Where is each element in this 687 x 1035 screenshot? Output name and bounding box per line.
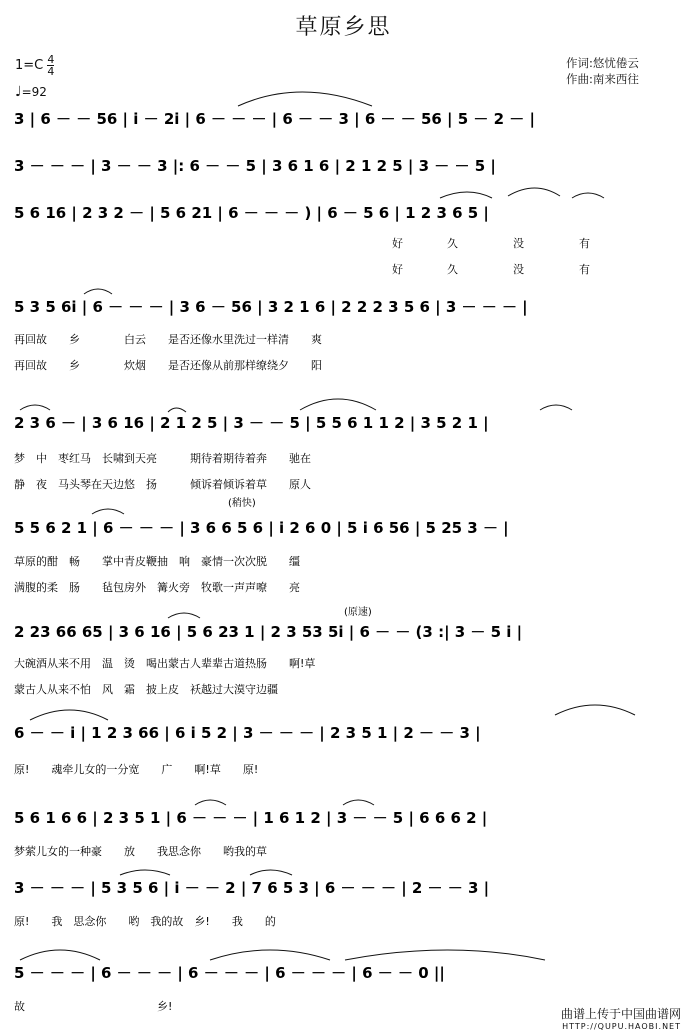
- tempo-value: =92: [21, 85, 47, 99]
- lyric-line: 好 久 没 有: [392, 237, 590, 250]
- lyric-line: 大碗酒从来不用 温 烫 喝出蒙古人辈辈古道热肠 啊!草: [14, 657, 316, 670]
- slur: [30, 710, 108, 720]
- notation-line: 5 6 1 6 6 | 2 3 5 1 | 6 － － － | 1 6 1 2 | 3 － － 5 | 6 6 6 2 |: [14, 809, 488, 827]
- slur: [540, 405, 572, 410]
- slur: [440, 192, 492, 198]
- slur: [195, 800, 226, 805]
- lyric-line: 梦 中 枣红马 长啸到天亮 期待着期待着奔 驰在: [14, 452, 311, 465]
- slur: [238, 92, 372, 106]
- time-signature-bottom: 4: [47, 65, 55, 78]
- composer-credit: 作曲:南来西往: [566, 72, 639, 86]
- slur: [168, 408, 186, 412]
- slur: [508, 188, 560, 196]
- footer-url: HTTP://QUPU.HAOBI.NET: [562, 1022, 681, 1031]
- lyric-line: 故 乡!: [14, 1000, 173, 1013]
- slur: [345, 950, 545, 960]
- slur: [120, 870, 170, 875]
- slur: [20, 950, 100, 960]
- lyric-line: 梦萦儿女的一种豪 放 我思念你 哟我的草: [14, 845, 267, 858]
- slur: [343, 800, 374, 805]
- slur: [555, 705, 635, 715]
- notation-line: 3 － － － | 5 3 5 6 | i － － 2 | 7 6 5 3 | 6 － － － | 2 － － 3 |: [14, 879, 490, 897]
- slur: [250, 870, 292, 875]
- lyric-line: 原! 我 思念你 哟 我的故 乡! 我 的: [14, 915, 276, 928]
- notation-line: 3 － － － | 3 － － 3 |: 6 － － 5 | 3 6 1 6 | 2 1 2 5 | 3 － － 5 |: [14, 157, 496, 175]
- notation-line: 5 3 5 6i | 6 － － － | 3 6 － 56 | 3 2 1 6 | 2 2 2 3 5 6 | 3 － － － |: [14, 298, 528, 316]
- slur: [92, 509, 124, 514]
- notation-line: 2 23 66 65 | 3 6 16 | 5 6 23 1 | 2 3 53 5i | 6 － － (3 :| 3 － 5 i |: [14, 623, 523, 641]
- lyric-line: 满腹的柔 肠 毡包房外 篝火旁 牧歌一声声嘹 亮: [14, 581, 300, 594]
- faster-mark: (稍快): [228, 498, 256, 509]
- quarter-note-icon: ♩: [15, 84, 22, 100]
- notation-line: 5 6 16 | 2 3 2 － | 5 6 21 | 6 － － － ) | 6 － 5 6 | 1 2 3 6 5 |: [14, 204, 489, 222]
- time-signature-top: 4: [47, 53, 55, 66]
- notation-line: 3 | 6 － － 56 | i － 2i | 6 － － － | 6 － － 3 | 6 － － 56 | 5 － 2 － |: [14, 110, 535, 128]
- lyric-line: 蒙古人从来不怕 风 霜 披上皮 袄越过大漠守边疆: [14, 683, 278, 696]
- original-speed-mark: (原速): [344, 607, 372, 618]
- lyric-line: 再回故 乡 白云 是否还像水里洗过一样清 爽: [14, 333, 322, 346]
- slur: [300, 399, 376, 410]
- lyric-line: 静 夜 马头琴在天边悠 扬 倾诉着倾诉着草 原人: [14, 478, 311, 491]
- lyricist-credit: 作词:悠忧倦云: [566, 56, 639, 70]
- slur: [84, 289, 112, 294]
- notation-line: 5 － － － | 6 － － － | 6 － － － | 6 － － － | 6 － － 0 ||: [14, 964, 445, 982]
- lyric-line: 再回故 乡 炊烟 是否还像从前那样缭绕夕 阳: [14, 359, 322, 372]
- notation-line: 5 5 6 2 1 | 6 － － － | 3 6 6 5 6 | i 2 6 0 | 5 i 6 56 | 5 25 3 － |: [14, 519, 509, 537]
- lyric-line: 原! 魂牵儿女的一分宽 广 啊!草 原!: [14, 763, 259, 776]
- lyric-line: 好 久 没 有: [392, 263, 590, 276]
- slur: [20, 405, 50, 410]
- notation-line: 2 3 6 － | 3 6 16 | 2 1 2 5 | 3 － － 5 | 5 5 6 1 1 2 | 3 5 2 1 |: [14, 414, 489, 432]
- key-signature-text: 1=C: [15, 58, 44, 73]
- notation-line: 6 － － i | 1 2 3 66 | 6 i 5 2 | 3 － － － | 2 3 5 1 | 2 － － 3 |: [14, 724, 481, 742]
- slur: [168, 613, 200, 618]
- slur: [572, 193, 604, 198]
- song-title: 草原乡思: [295, 15, 392, 40]
- footer: [561, 1005, 681, 1031]
- footer-site: 曲谱上传于中国曲谱网: [560, 1007, 681, 1021]
- slur: [210, 950, 330, 960]
- lyric-line: 草原的酣 畅 掌中青皮鞭抽 响 豪情一次次脱 缰: [14, 555, 300, 568]
